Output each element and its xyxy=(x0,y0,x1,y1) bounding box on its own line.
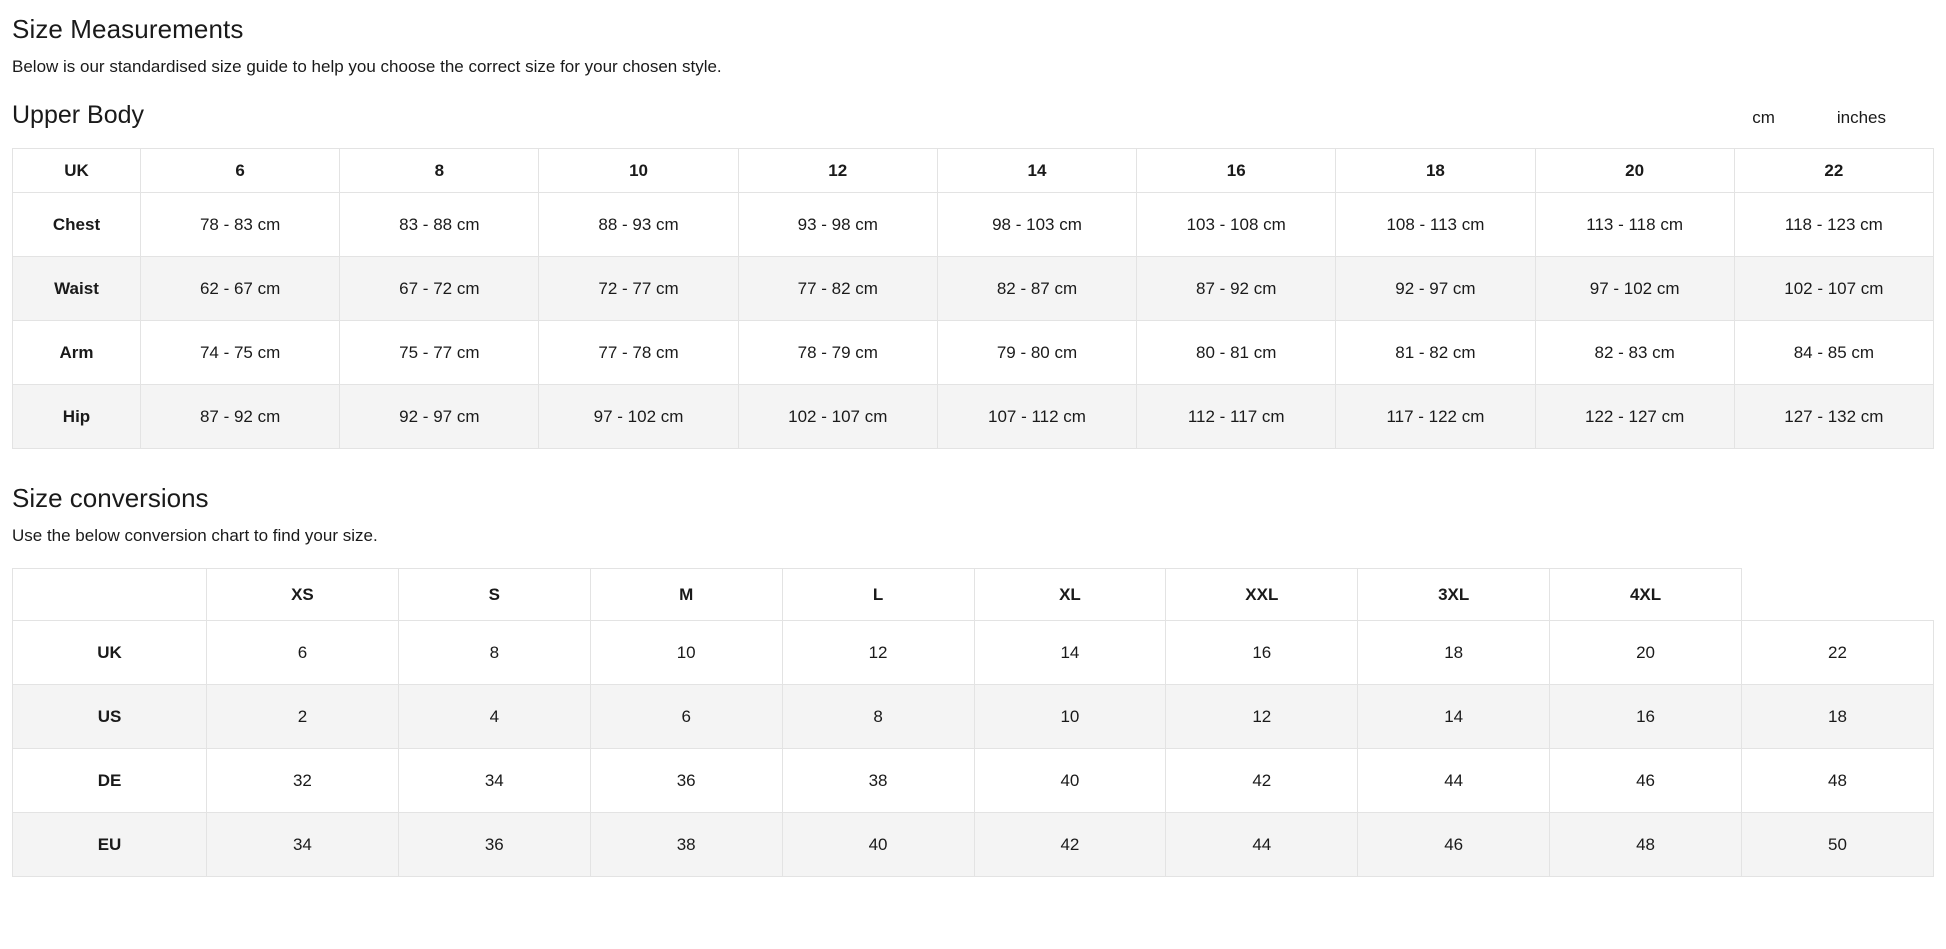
cell: 74 - 75 cm xyxy=(141,321,340,385)
row-label-waist: Waist xyxy=(13,257,141,321)
column-header-4xl: 4XL xyxy=(1550,569,1742,621)
cell: 102 - 107 cm xyxy=(1734,257,1933,321)
conversions-table-head xyxy=(13,569,1934,621)
cell: 122 - 127 cm xyxy=(1535,385,1734,449)
cell: 127 - 132 cm xyxy=(1734,385,1933,449)
cell: 62 - 67 cm xyxy=(141,257,340,321)
cell: 87 - 92 cm xyxy=(1137,257,1336,321)
column-header-xs: XS xyxy=(207,569,399,621)
measurements-table-body xyxy=(13,193,1934,449)
page-subtitle: Below is our standardised size guide to help you choose the correct size for your chosen style. xyxy=(12,57,722,76)
column-header-size-8: 8 xyxy=(340,149,539,193)
cell: 75 - 77 cm xyxy=(340,321,539,385)
table-row xyxy=(13,621,1934,685)
cell: 83 - 88 cm xyxy=(340,193,539,257)
cell: 50 xyxy=(1742,813,1934,877)
column-header-s: S xyxy=(398,569,590,621)
table-row xyxy=(13,193,1934,257)
upper-body-header xyxy=(12,101,1934,130)
cell: 118 - 123 cm xyxy=(1734,193,1933,257)
cell: 6 xyxy=(590,685,782,749)
cell: 78 - 79 cm xyxy=(738,321,937,385)
cell: 40 xyxy=(974,749,1166,813)
cell: 48 xyxy=(1742,749,1934,813)
cell: 36 xyxy=(590,749,782,813)
cell: 113 - 118 cm xyxy=(1535,193,1734,257)
cell: 6 xyxy=(207,621,399,685)
table-row xyxy=(13,685,1934,749)
cell: 93 - 98 cm xyxy=(738,193,937,257)
cell: 92 - 97 cm xyxy=(1336,257,1535,321)
cell: 88 - 93 cm xyxy=(539,193,738,257)
size-conversions-table xyxy=(12,568,1934,877)
cell: 78 - 83 cm xyxy=(141,193,340,257)
cell: 14 xyxy=(974,621,1166,685)
cell: 8 xyxy=(782,685,974,749)
column-header-xxl: XXL xyxy=(1166,569,1358,621)
cell: 84 - 85 cm xyxy=(1734,321,1933,385)
table-row xyxy=(13,257,1934,321)
cell: 42 xyxy=(974,813,1166,877)
table-row xyxy=(13,385,1934,449)
row-label-us: US xyxy=(13,685,207,749)
column-header-3xl: 3XL xyxy=(1358,569,1550,621)
size-guide-page xyxy=(0,14,1946,877)
unit-option-inches[interactable]: inches xyxy=(1836,108,1886,127)
table-header-row xyxy=(13,569,1934,621)
cell: 117 - 122 cm xyxy=(1336,385,1535,449)
cell: 42 xyxy=(1166,749,1358,813)
column-header-blank xyxy=(13,569,207,621)
cell: 80 - 81 cm xyxy=(1137,321,1336,385)
column-header-size-20: 20 xyxy=(1535,149,1734,193)
unit-option-cm[interactable]: cm xyxy=(1752,108,1775,127)
page-title: Size Measurements xyxy=(12,14,244,44)
cell: 46 xyxy=(1358,813,1550,877)
cell: 44 xyxy=(1166,813,1358,877)
column-header-l: L xyxy=(782,569,974,621)
cell: 18 xyxy=(1358,621,1550,685)
cell: 77 - 78 cm xyxy=(539,321,738,385)
column-header-size-16: 16 xyxy=(1137,149,1336,193)
cell: 102 - 107 cm xyxy=(738,385,937,449)
upper-body-measurements-table xyxy=(12,148,1934,449)
row-label-chest: Chest xyxy=(13,193,141,257)
column-header-size-6: 6 xyxy=(141,149,340,193)
cell: 72 - 77 cm xyxy=(539,257,738,321)
cell: 79 - 80 cm xyxy=(937,321,1136,385)
column-header-size-22: 22 xyxy=(1734,149,1933,193)
column-header-size-12: 12 xyxy=(738,149,937,193)
cell: 16 xyxy=(1550,685,1742,749)
column-header-m: M xyxy=(590,569,782,621)
column-header-size-18: 18 xyxy=(1336,149,1535,193)
cell: 22 xyxy=(1742,621,1934,685)
cell: 82 - 87 cm xyxy=(937,257,1136,321)
cell: 44 xyxy=(1358,749,1550,813)
cell: 112 - 117 cm xyxy=(1137,385,1336,449)
cell: 38 xyxy=(782,749,974,813)
cell: 98 - 103 cm xyxy=(937,193,1136,257)
cell: 12 xyxy=(782,621,974,685)
cell: 67 - 72 cm xyxy=(340,257,539,321)
cell: 34 xyxy=(398,749,590,813)
conversions-table-body xyxy=(13,621,1934,877)
cell: 48 xyxy=(1550,813,1742,877)
cell: 77 - 82 cm xyxy=(738,257,937,321)
cell: 46 xyxy=(1550,749,1742,813)
unit-toggle-group xyxy=(1752,108,1934,130)
cell: 16 xyxy=(1166,621,1358,685)
cell: 10 xyxy=(590,621,782,685)
cell: 82 - 83 cm xyxy=(1535,321,1734,385)
cell: 108 - 113 cm xyxy=(1336,193,1535,257)
cell: 4 xyxy=(398,685,590,749)
cell: 92 - 97 cm xyxy=(340,385,539,449)
cell: 38 xyxy=(590,813,782,877)
row-label-uk: UK xyxy=(13,621,207,685)
upper-body-heading: Upper Body xyxy=(12,101,145,129)
column-header-size-14: 14 xyxy=(937,149,1136,193)
cell: 103 - 108 cm xyxy=(1137,193,1336,257)
column-header-size-10: 10 xyxy=(539,149,738,193)
cell: 18 xyxy=(1742,685,1934,749)
cell: 107 - 112 cm xyxy=(937,385,1136,449)
row-label-de: DE xyxy=(13,749,207,813)
cell: 97 - 102 cm xyxy=(539,385,738,449)
cell: 2 xyxy=(207,685,399,749)
column-header-uk: UK xyxy=(13,149,141,193)
cell: 97 - 102 cm xyxy=(1535,257,1734,321)
size-conversions-heading: Size conversions xyxy=(12,483,209,513)
cell: 20 xyxy=(1550,621,1742,685)
size-conversions-subtitle: Use the below conversion chart to find your size. xyxy=(12,526,378,545)
row-label-eu: EU xyxy=(13,813,207,877)
cell: 81 - 82 cm xyxy=(1336,321,1535,385)
measurements-table-head xyxy=(13,149,1934,193)
cell: 36 xyxy=(398,813,590,877)
cell: 34 xyxy=(207,813,399,877)
cell: 8 xyxy=(398,621,590,685)
cell: 12 xyxy=(1166,685,1358,749)
table-row xyxy=(13,813,1934,877)
cell: 14 xyxy=(1358,685,1550,749)
cell: 40 xyxy=(782,813,974,877)
cell: 87 - 92 cm xyxy=(141,385,340,449)
table-header-row xyxy=(13,149,1934,193)
table-row xyxy=(13,749,1934,813)
column-header-xl: XL xyxy=(974,569,1166,621)
cell: 10 xyxy=(974,685,1166,749)
row-label-hip: Hip xyxy=(13,385,141,449)
cell: 32 xyxy=(207,749,399,813)
table-row xyxy=(13,321,1934,385)
row-label-arm: Arm xyxy=(13,321,141,385)
